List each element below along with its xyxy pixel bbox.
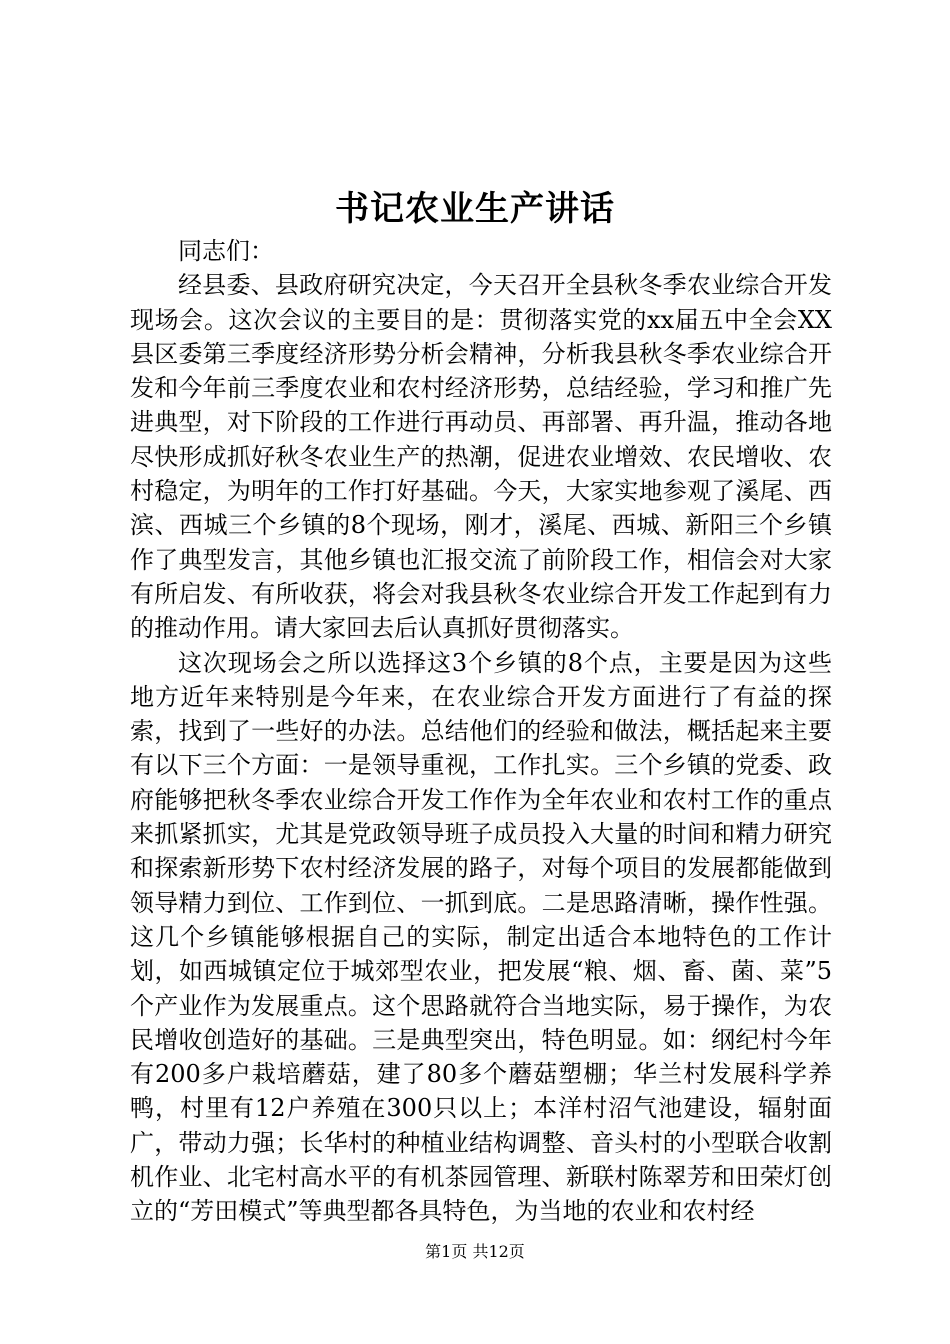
paragraph: 这次现场会之所以选择这3个乡镇的8个点，主要是因为这些地方近年来特别是今年来，在农业综合开发方面进行了有益的探索，找到了一些好的办法。总结他们的经验和做法，概括起来主要有以下三个方面：一是领导重视，工作扎实。三个乡镇的党委、政府能够把秋冬季农业综合开发工作作为全年农业和农村工作的重点来抓紧抓实，尤其是党政领导班子成员投入大量的时间和精力研究和探索新形势下农村经济发展的路子，对每个项目的发展都能做到领导精力到位、工作到位、一抓到底。二是思路清晰，操作性强。这几个乡镇能够根据自己的实际，制定出适合本地特色的工作计划，如西城镇定位于城郊型农业，把发展“粮、烟、畜、菌、菜”5个产业作为发展重点。这个思路就符合当地实际，易于操作，为农民增收创造好的基础。三是典型突出，特色明显。如：纲纪村今年有200多户栽培蘑菇，建了80多个蘑菇塑棚；华兰村发展科学养鸭，村里有12户养殖在300只以上；本洋村沼气池建设，辐射面广，带动力强；长华村的种植业结构调整、音头村的小型联合收割机作业、北宅村高水平的有机茶园管理、新联村陈翠芳和田荣灯创立的“芳田模式”等典型都各具特色，为当地的农业和农村经 <box>130 648 832 1226</box>
page-footer: 第1页 共12页 <box>425 1242 525 1261</box>
salutation: 同志们： <box>178 237 274 265</box>
paragraph: 经县委、县政府研究决定，今天召开全县秋冬季农业综合开发现场会。这次会议的主要目的是：贯彻落实党的xx届五中全会XX县区委第三季度经济形势分析会精神，分析我县秋冬季农业综合开发和今年前三季度农业和农村经济形势，总结经验，学习和推广先进典型，对下阶段的工作进行再动员、再部署、再升温，推动各地尽快形成抓好秋冬农业生产的热潮，促进农业增效、农民增收、农村稳定，为明年的工作打好基础。今天，大家实地参观了溪尾、西滨、西城三个乡镇的8个现场，刚才，溪尾、西城、新阳三个乡镇作了典型发言，其他乡镇也汇报交流了前阶段工作，相信会对大家有所启发、有所收获，将会对我县秋冬农业综合开发工作起到有力的推动作用。请大家回去后认真抓好贯彻落实。 <box>130 271 832 643</box>
document-title: 书记农业生产讲话 <box>335 189 615 229</box>
document-body <box>130 234 832 1229</box>
